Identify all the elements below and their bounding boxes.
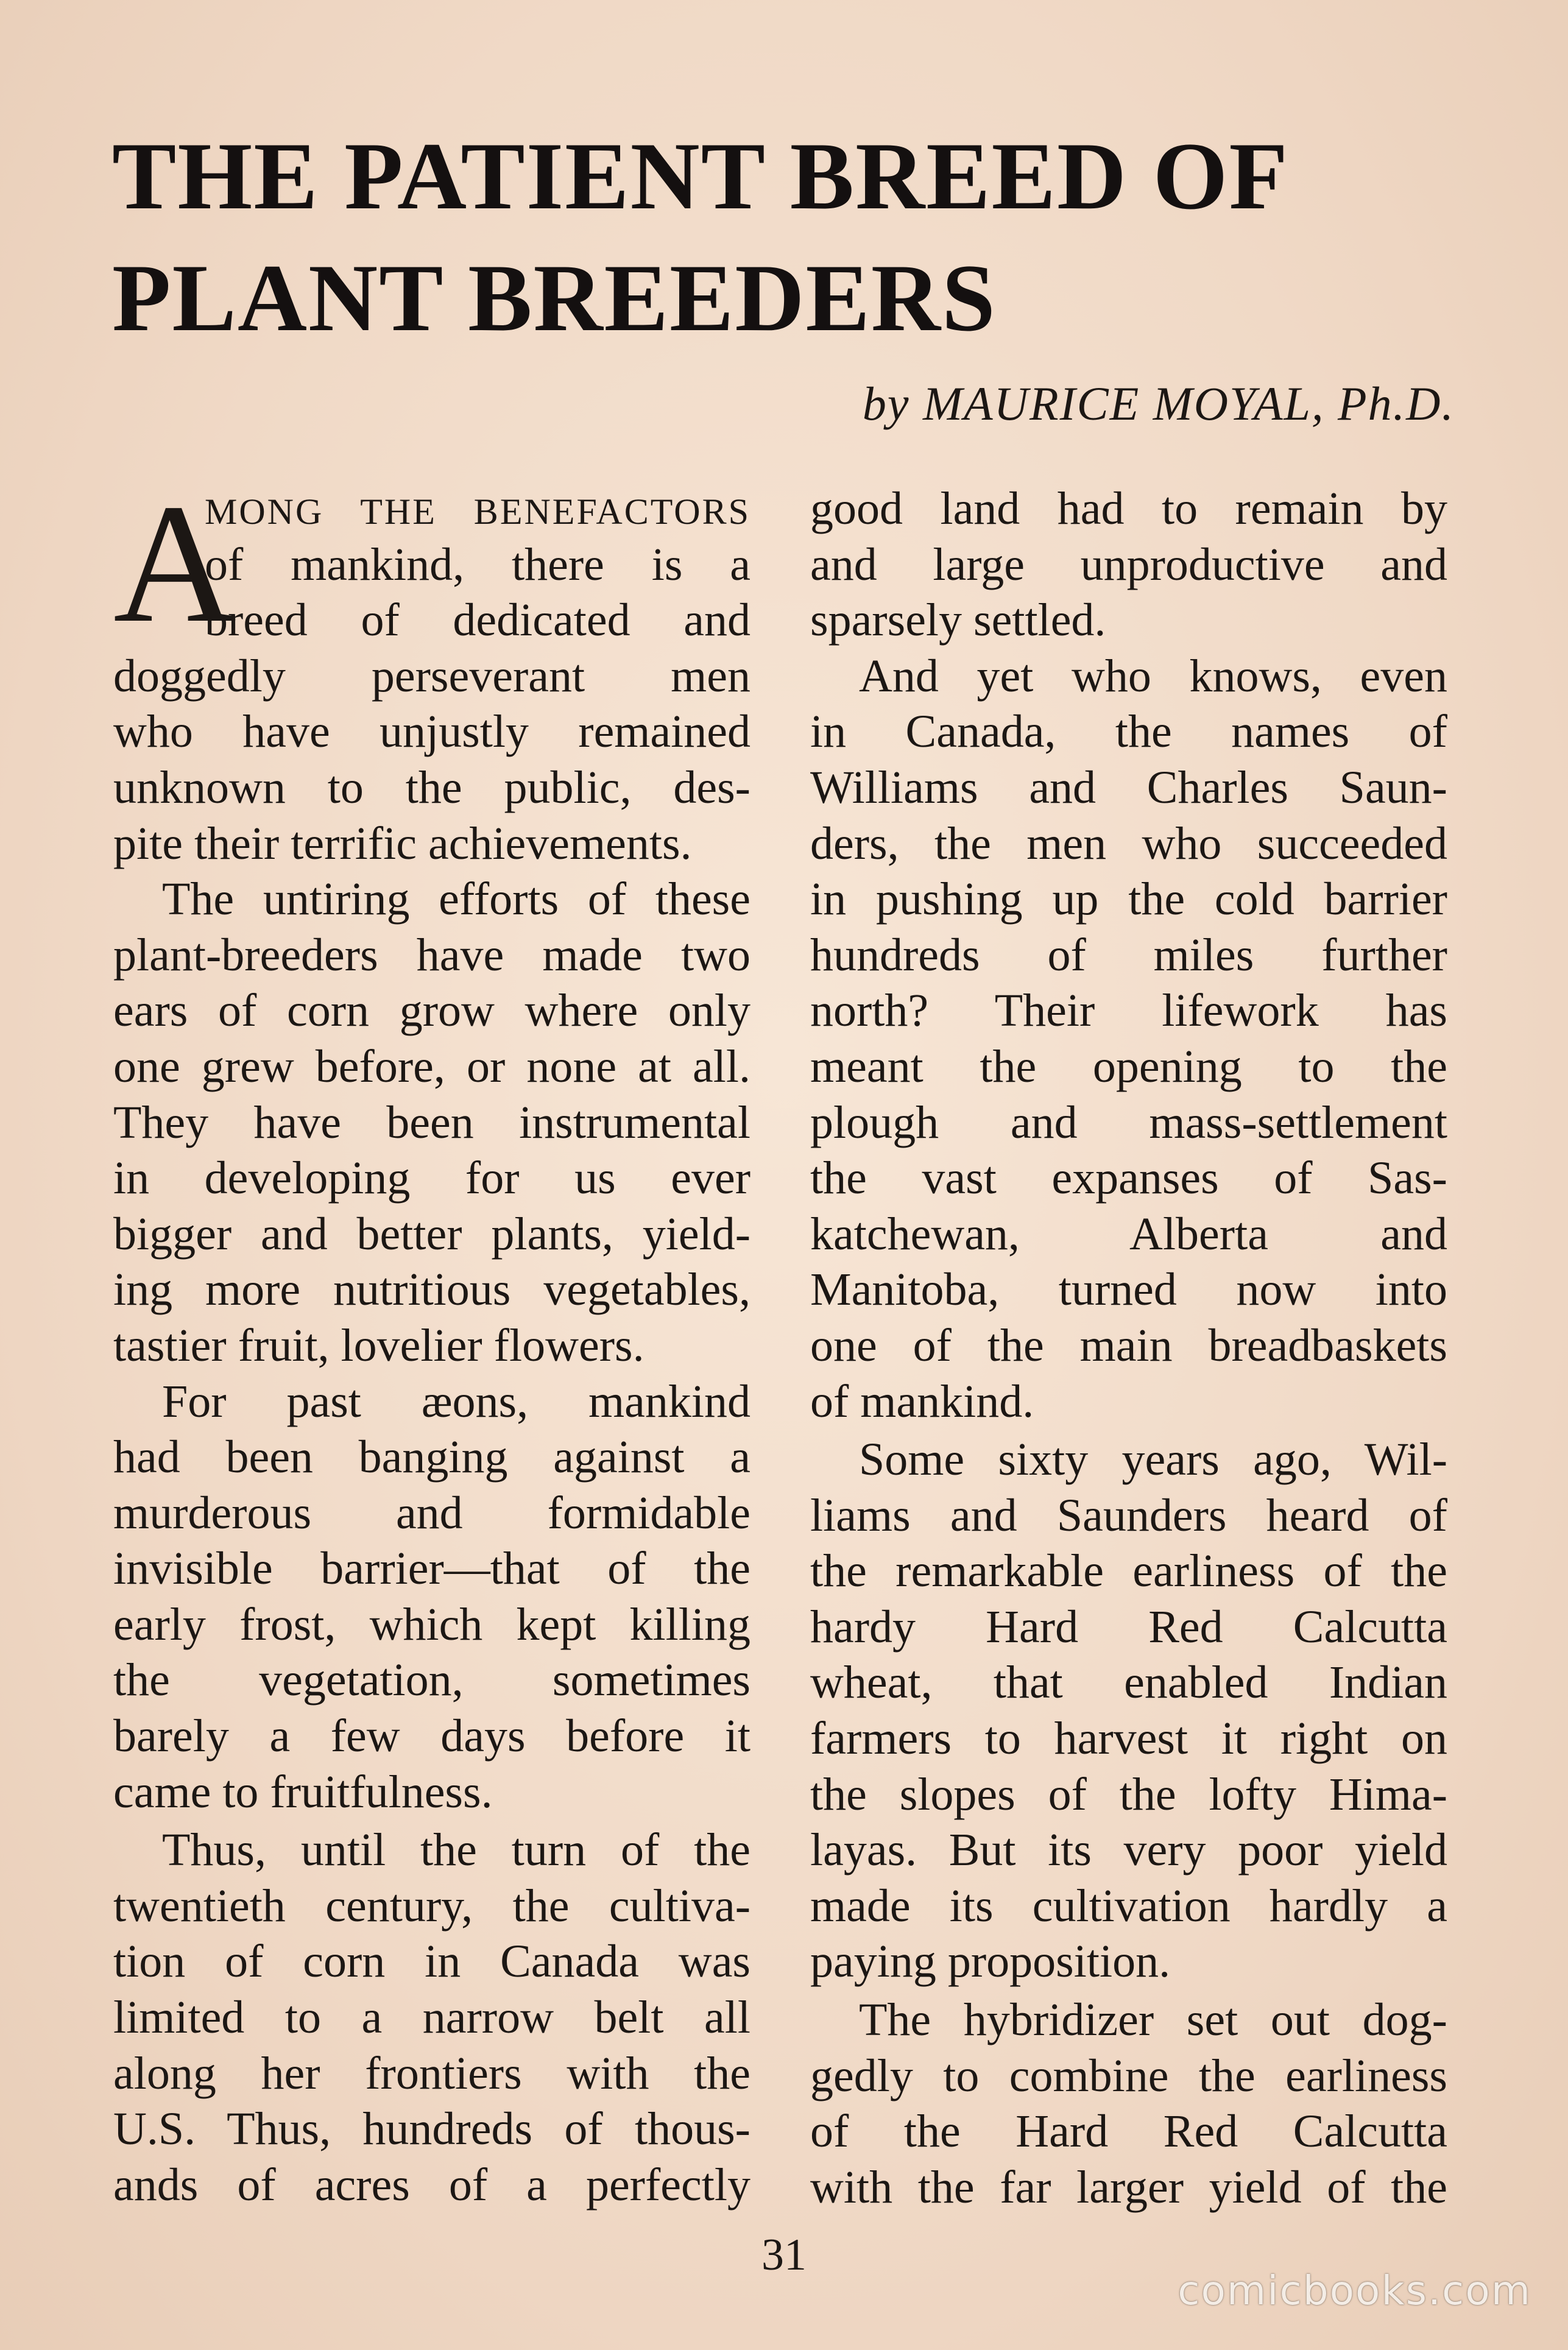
text-line: with the far larger yield of the bbox=[810, 2161, 1447, 2213]
text-line: good land had to remain by bbox=[810, 483, 1447, 534]
text-line: hardy Hard Red Calcutta bbox=[810, 1601, 1447, 1653]
text-line: meant the opening to the bbox=[810, 1040, 1447, 1092]
title-line-2: PLANT BREEDERS bbox=[112, 245, 997, 351]
title-line-1: THE PATIENT BREED OF bbox=[112, 123, 1289, 230]
left-column bbox=[113, 468, 750, 2213]
text-line: the vast expanses of Sas- bbox=[810, 1152, 1447, 1204]
text-line: The hybridizer set out dog- bbox=[859, 1994, 1447, 2046]
text-line: of the Hard Red Calcutta bbox=[810, 2106, 1447, 2158]
text-line: early frost, which kept killing bbox=[113, 1598, 750, 1650]
text-line: in developing for us ever bbox=[113, 1152, 750, 1204]
author-byline: by MAURICE MOYAL, Ph.D. bbox=[862, 377, 1455, 430]
text-line: made its cultivation hardly a bbox=[810, 1880, 1447, 1932]
text-line: hundreds of miles further bbox=[810, 929, 1447, 981]
text-line: invisible barrier—that of the bbox=[113, 1543, 750, 1595]
text-line: the slopes of the lofty Hima- bbox=[810, 1768, 1447, 1820]
text-line: unknown to the public, des- bbox=[113, 761, 750, 813]
text-line: The untiring efforts of these bbox=[162, 873, 750, 925]
text-line: doggedly perseverant men bbox=[113, 650, 750, 702]
text-line: in pushing up the cold barrier bbox=[810, 873, 1447, 925]
text-line: They have been instrumental bbox=[113, 1096, 750, 1148]
text-line: gedly to combine the earliness bbox=[810, 2050, 1447, 2101]
text-line: Some sixty years ago, Wil- bbox=[859, 1434, 1447, 1486]
text-line: Manitoba, turned now into bbox=[810, 1264, 1447, 1316]
text-line: U.S. Thus, hundreds of thous- bbox=[113, 2103, 750, 2155]
text-line: limited to a narrow belt all bbox=[113, 1992, 750, 2044]
text-line: who have unjustly remained bbox=[113, 706, 750, 758]
article-title bbox=[112, 116, 1477, 359]
text-line: in Canada, the names of bbox=[810, 706, 1447, 758]
opening-paragraph-start bbox=[113, 468, 750, 658]
text-line: came to fruitfulness. bbox=[113, 1766, 493, 1818]
text-line: tastier fruit, lovelier flowers. bbox=[113, 1319, 645, 1371]
text-line: twentieth century, the cultiva- bbox=[113, 1880, 750, 1932]
text-line: barely a few days before it bbox=[113, 1710, 750, 1762]
drop-cap: A bbox=[113, 468, 237, 658]
text-line: katchewan, Alberta and bbox=[810, 1208, 1447, 1260]
text-line: sparsely settled. bbox=[810, 595, 1106, 646]
text-line: layas. But its very poor yield bbox=[810, 1824, 1447, 1876]
text-line: one of the main breadbaskets bbox=[810, 1319, 1447, 1371]
text-line: ing more nutritious vegetables, bbox=[113, 1264, 750, 1316]
text-line: of mankind, there is a bbox=[205, 538, 750, 590]
text-line: one grew before, or none at all. bbox=[113, 1040, 750, 1092]
text-line: and large unproductive and bbox=[810, 538, 1447, 590]
right-column bbox=[810, 481, 1447, 2215]
text-line: ands of acres of a perfectly bbox=[113, 2159, 750, 2211]
text-line: the vegetation, sometimes bbox=[113, 1654, 750, 1706]
text-line: of mankind. bbox=[810, 1375, 1034, 1427]
text-line: liams and Saunders heard of bbox=[810, 1489, 1447, 1541]
text-line: pite their terrific achievements. bbox=[113, 817, 692, 869]
text-line: Thus, until the turn of the bbox=[162, 1824, 750, 1876]
text-line: wheat, that enabled Indian bbox=[810, 1657, 1447, 1709]
text-line: north? Their lifework has bbox=[810, 985, 1447, 1037]
text-line: plough and mass-settlement bbox=[810, 1096, 1447, 1148]
text-line: MONG THE BENEFACTORS bbox=[205, 492, 750, 532]
text-line: bigger and better plants, yield- bbox=[113, 1208, 750, 1260]
text-line: plant-breeders have made two bbox=[113, 929, 750, 981]
site-watermark: comicbooks.com bbox=[1178, 2267, 1531, 2314]
text-line: Williams and Charles Saun- bbox=[810, 761, 1447, 813]
text-line: along her frontiers with the bbox=[113, 2047, 750, 2099]
page-number: 31 bbox=[761, 2230, 807, 2280]
text-line: the remarkable earliness of the bbox=[810, 1545, 1447, 1597]
text-line: For past æons, mankind bbox=[162, 1375, 750, 1427]
text-line: farmers to harvest it right on bbox=[810, 1713, 1447, 1765]
text-line: paying proposition. bbox=[810, 1936, 1171, 1988]
text-line: tion of corn in Canada was bbox=[113, 1936, 750, 1988]
text-line: ears of corn grow where only bbox=[113, 985, 750, 1037]
text-line: had been banging against a bbox=[113, 1431, 750, 1483]
text-line: murderous and formidable bbox=[113, 1487, 750, 1539]
text-line: And yet who knows, even bbox=[859, 650, 1447, 702]
text-line: breed of dedicated and bbox=[205, 595, 750, 646]
text-line: ders, the men who succeeded bbox=[810, 817, 1447, 869]
